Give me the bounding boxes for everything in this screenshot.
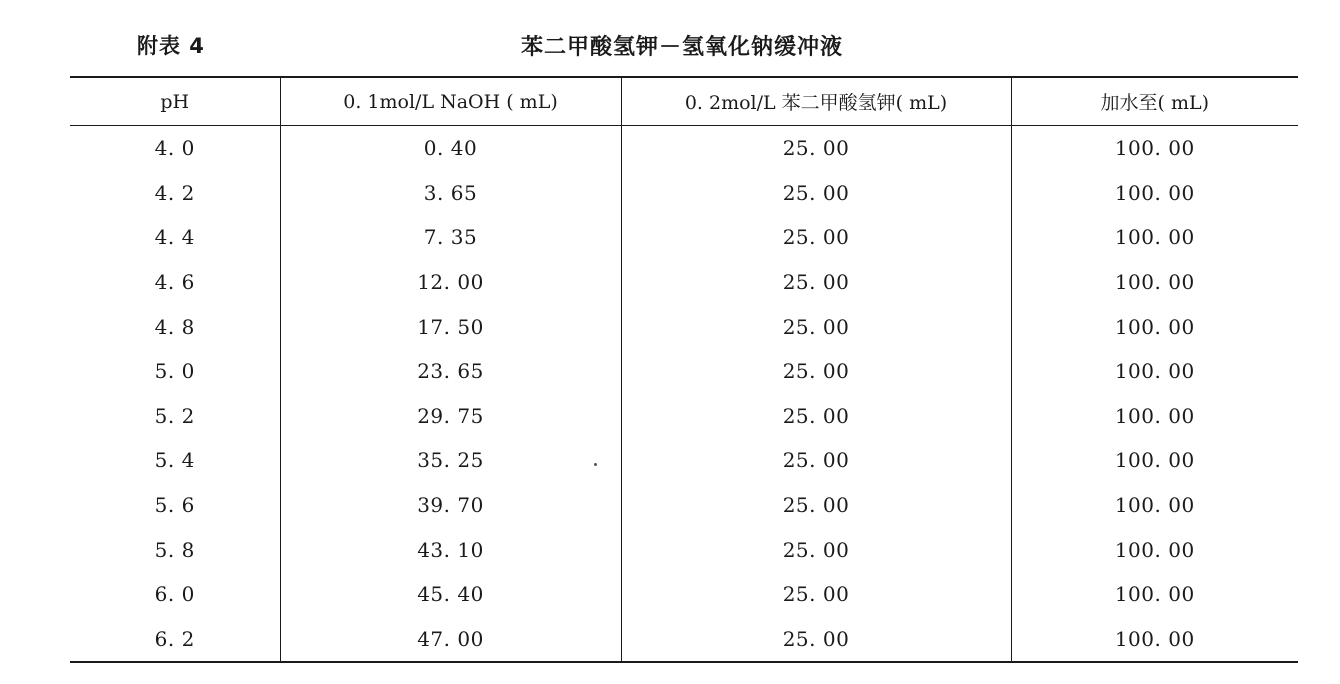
table-row — [70, 438, 1298, 483]
cell-naoh: 45. 40 — [280, 572, 621, 617]
cell-naoh: 7. 35 — [280, 215, 621, 260]
cell-phthalate: 25. 00 — [621, 171, 1011, 216]
cell-ph: 4. 0 — [154, 136, 195, 161]
cell-naoh: 47. 00 — [280, 617, 621, 663]
header-water: 加水至( mL) — [1011, 77, 1298, 126]
cell-ph: 4. 4 — [154, 225, 195, 250]
cell-naoh: 17. 50 — [280, 304, 621, 349]
cell-phthalate: 25. 00 — [621, 527, 1011, 572]
table-row — [70, 171, 1298, 216]
cell-ph: 6. 2 — [154, 626, 195, 651]
cell-water: 100. 00 — [1011, 171, 1298, 216]
cell-naoh: 29. 75 — [280, 394, 621, 439]
cell-naoh: 0. 40 — [280, 126, 621, 171]
header-row — [70, 77, 1298, 126]
table-row — [70, 260, 1298, 305]
cell-naoh: 35. 25 — [280, 438, 621, 483]
cell-ph: 5. 0 — [154, 359, 195, 384]
cell-naoh: 3. 65 — [280, 171, 621, 216]
cell-ph: 5. 8 — [154, 537, 195, 562]
cell-water: 100. 00 — [1011, 215, 1298, 260]
cell-phthalate: 25. 00 — [621, 126, 1011, 171]
cell-phthalate: 25. 00 — [621, 438, 1011, 483]
cell-ph: 4. 8 — [154, 314, 195, 339]
cell-water: 100. 00 — [1011, 260, 1298, 305]
buffer-table — [70, 76, 1298, 663]
cell-phthalate: 25. 00 — [621, 349, 1011, 394]
cell-phthalate: 25. 00 — [621, 617, 1011, 663]
cell-ph: 5. 6 — [154, 493, 195, 518]
cell-water: 100. 00 — [1011, 126, 1298, 171]
cell-water: 100. 00 — [1011, 483, 1298, 528]
cell-water: 100. 00 — [1011, 304, 1298, 349]
table-title: 苯二甲酸氢钾－氢氧化钠缓冲液 — [520, 35, 843, 60]
table-number-label: 附表 4 — [137, 34, 205, 58]
cell-naoh: 23. 65 — [280, 349, 621, 394]
cell-phthalate: 25. 00 — [621, 304, 1011, 349]
table-row — [70, 617, 1298, 663]
table-row — [70, 572, 1298, 617]
table-row — [70, 304, 1298, 349]
cell-water: 100. 00 — [1011, 349, 1298, 394]
cell-ph: 6. 0 — [154, 582, 195, 607]
cell-phthalate: 25. 00 — [621, 394, 1011, 439]
table-row — [70, 349, 1298, 394]
cell-phthalate: 25. 00 — [621, 483, 1011, 528]
header-naoh: 0. 1mol/L NaOH ( mL) — [280, 77, 621, 126]
cell-water: 100. 00 — [1011, 527, 1298, 572]
cell-ph: 5. 4 — [154, 448, 195, 473]
cell-water: 100. 00 — [1011, 438, 1298, 483]
table-row — [70, 394, 1298, 439]
header-phthalate: 0. 2mol/L 苯二甲酸氢钾( mL) — [621, 77, 1011, 126]
cell-naoh: 43. 10 — [280, 527, 621, 572]
cell-naoh: 39. 70 — [280, 483, 621, 528]
cell-naoh: 12. 00 — [280, 260, 621, 305]
table-row — [70, 126, 1298, 171]
cell-water: 100. 00 — [1011, 394, 1298, 439]
cell-water: 100. 00 — [1011, 617, 1298, 663]
cell-ph: 4. 2 — [154, 180, 195, 205]
scan-speck — [594, 463, 597, 466]
cell-ph: 4. 6 — [154, 270, 195, 295]
cell-phthalate: 25. 00 — [621, 572, 1011, 617]
cell-ph: 5. 2 — [154, 403, 195, 428]
cell-water: 100. 00 — [1011, 572, 1298, 617]
table-body — [70, 126, 1298, 663]
cell-phthalate: 25. 00 — [621, 260, 1011, 305]
table-row — [70, 483, 1298, 528]
cell-phthalate: 25. 00 — [621, 215, 1011, 260]
table-row — [70, 527, 1298, 572]
table-row — [70, 215, 1298, 260]
header-ph: pH — [70, 77, 280, 126]
